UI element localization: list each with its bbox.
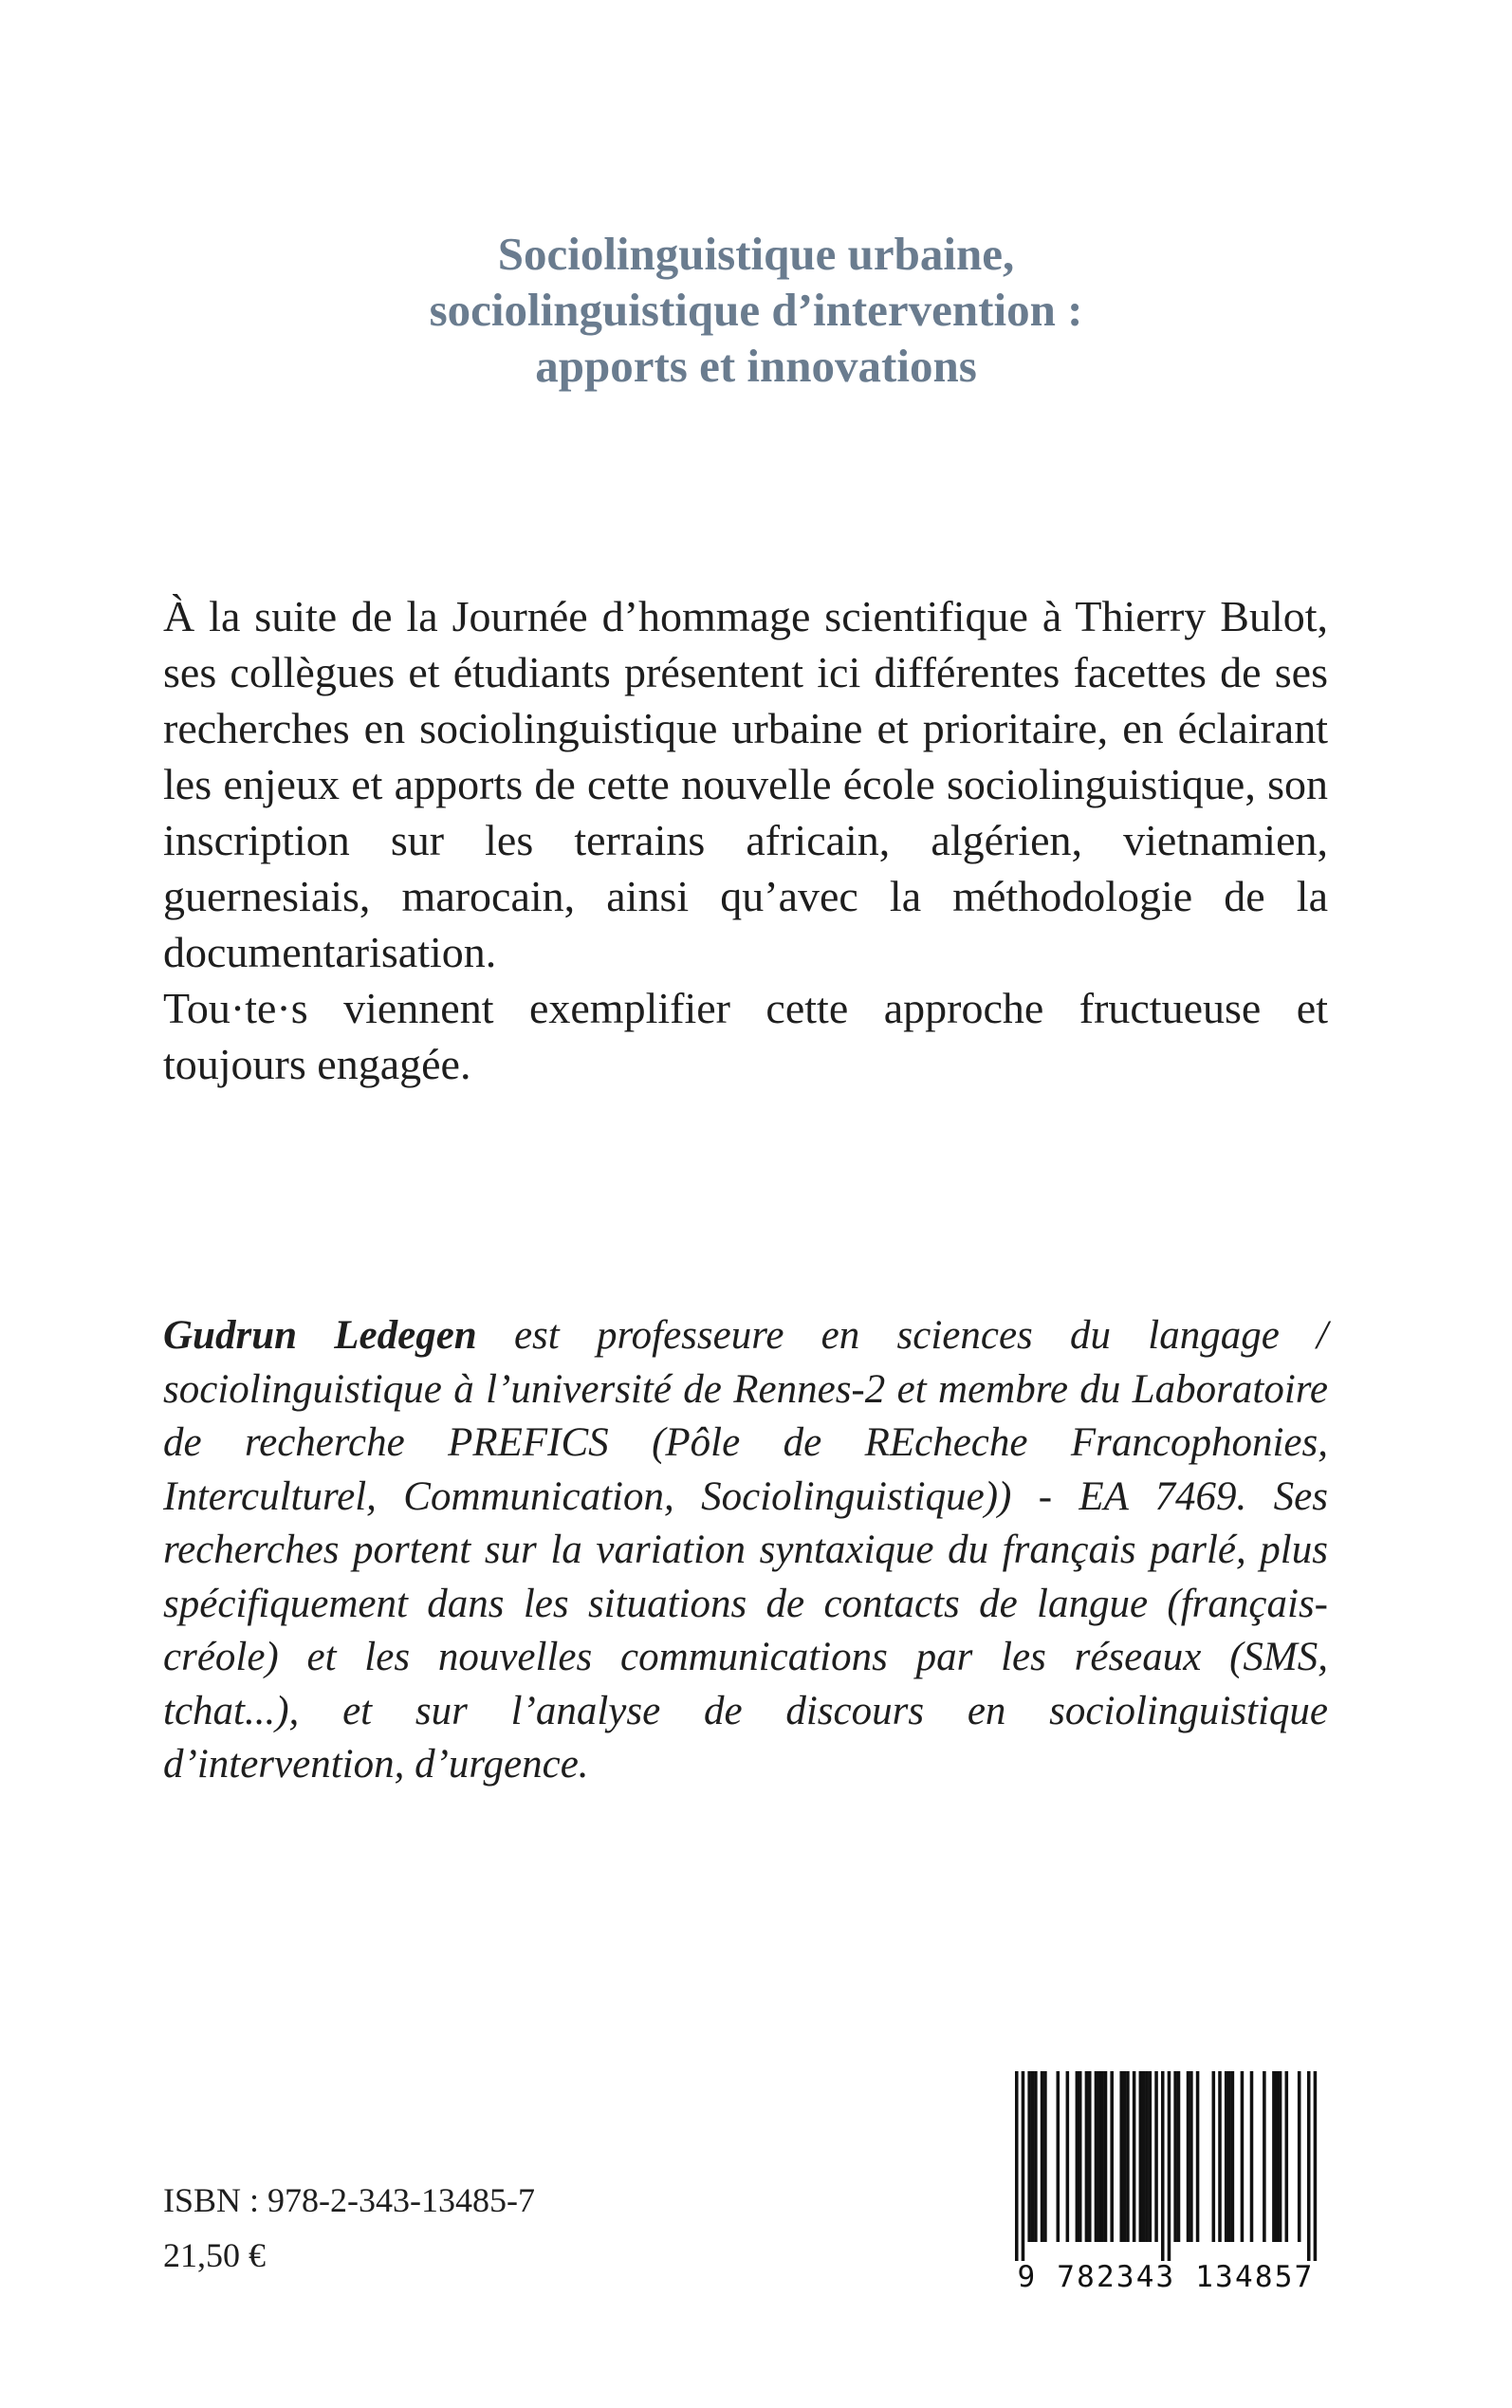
author-name: Gudrun Ledegen [163,1313,477,1358]
barcode-bar [1076,2071,1079,2242]
price: 21,50 € [163,2236,266,2274]
barcode-bar [1285,2071,1289,2242]
title-line-3: apports et innovations [535,340,977,392]
barcode-bar [1034,2071,1038,2242]
barcode-bar [1187,2071,1190,2242]
barcode-bar [1241,2071,1245,2242]
barcode-bar [1142,2071,1146,2242]
barcode-bar [1126,2071,1130,2242]
barcode-bar [1133,2071,1136,2242]
barcode-bar [1279,2071,1282,2242]
barcode-bar [1272,2071,1276,2242]
barcode-bar [1079,2071,1082,2242]
barcode-bar [1088,2071,1092,2242]
barcode-bar [1177,2071,1181,2242]
barcode-bar [1085,2071,1089,2242]
book-summary [163,588,1328,1092]
barcode-bar [1145,2071,1149,2242]
barcode-bar [1041,2071,1044,2242]
book-title [0,226,1512,394]
barcode-bar [1173,2071,1177,2242]
barcode-bar [1227,2071,1231,2242]
barcode-bar [1022,2071,1025,2261]
barcode-bar [1149,2071,1152,2242]
title-line-1: Sociolinguistique urbaine, [497,228,1015,280]
barcode-bar [1027,2071,1031,2242]
barcode-bars [1004,2071,1328,2261]
isbn-number: ISBN : 978-2-343-13485-7 [163,2181,535,2219]
barcode-bar [1097,2071,1101,2242]
barcode-bar [1095,2071,1098,2242]
barcode-bar [1100,2071,1104,2242]
barcode-bar [1066,2071,1070,2242]
barcode-bar [1218,2071,1222,2242]
barcode [1004,2071,1328,2294]
barcode-bar [1043,2071,1047,2242]
barcode-bar [1015,2071,1019,2261]
barcode-bar [1275,2071,1279,2242]
barcode-bar [1168,2071,1171,2261]
barcode-bar [1057,2071,1060,2242]
title-line-2: sociolinguistique d’intervention : [429,284,1083,336]
barcode-bar [1307,2071,1311,2261]
barcode-bar [1225,2071,1228,2242]
barcode-bar [1104,2071,1108,2242]
barcode-bar [1250,2071,1254,2242]
summary-paragraph-2: Tou·te·s viennent exemplifier cette approche fructueuse et toujours engagée. [163,984,1328,1088]
barcode-bar [1231,2071,1235,2242]
barcode-bar [1139,2071,1143,2242]
author-bio-text: est professeure en sciences du langage / sociolinguistique à l’université de Rennes-2 et membre du Laboratoire de recherche PREFICS (Pôle de REcheche Francophonies, Interculturel, Communication, Sociolinguistique)) - EA 7469. Ses recherches portent sur la variation syntaxique du français parlé, plus spécifiquement dans les situations de contacts de langue (français-créole) et les nouvelles communications par les réseaux (SMS, tchat...), et sur l’analyse de discours en sociolinguistique d’intervention, d’urgence. [163,1313,1328,1787]
barcode-bar [1161,2071,1165,2261]
barcode-bar [1031,2071,1035,2242]
barcode-digits: 9 782343 134857 [1017,2260,1315,2294]
summary-paragraph-1: À la suite de la Journée d’hommage scientifique à Thierry Bulot, ses collègues et étudiants présentent ici différentes facettes de ses recherches en sociolinguistique urbaine et prioritaire, en éclairant les enjeux et apports de cette nouvelle école sociolinguistique, son inscription sur les terrains africain, algérien, vietnamien, guernesiais, marocain, ainsi qu’avec la méthodologie de la documentarisation. [163,592,1328,976]
barcode-bar [1263,2071,1266,2242]
barcode-bar [1119,2071,1123,2242]
isbn-price-block [163,2173,535,2283]
barcode-bar [1154,2071,1158,2242]
barcode-bar [1123,2071,1127,2242]
author-bio [163,1309,1328,1792]
barcode-bar [1189,2071,1193,2242]
barcode-bar [1196,2071,1200,2242]
barcode-bar [1314,2071,1318,2261]
barcode-bar [1110,2071,1114,2242]
barcode-bar [1298,2071,1301,2242]
barcode-bar [1212,2071,1216,2242]
